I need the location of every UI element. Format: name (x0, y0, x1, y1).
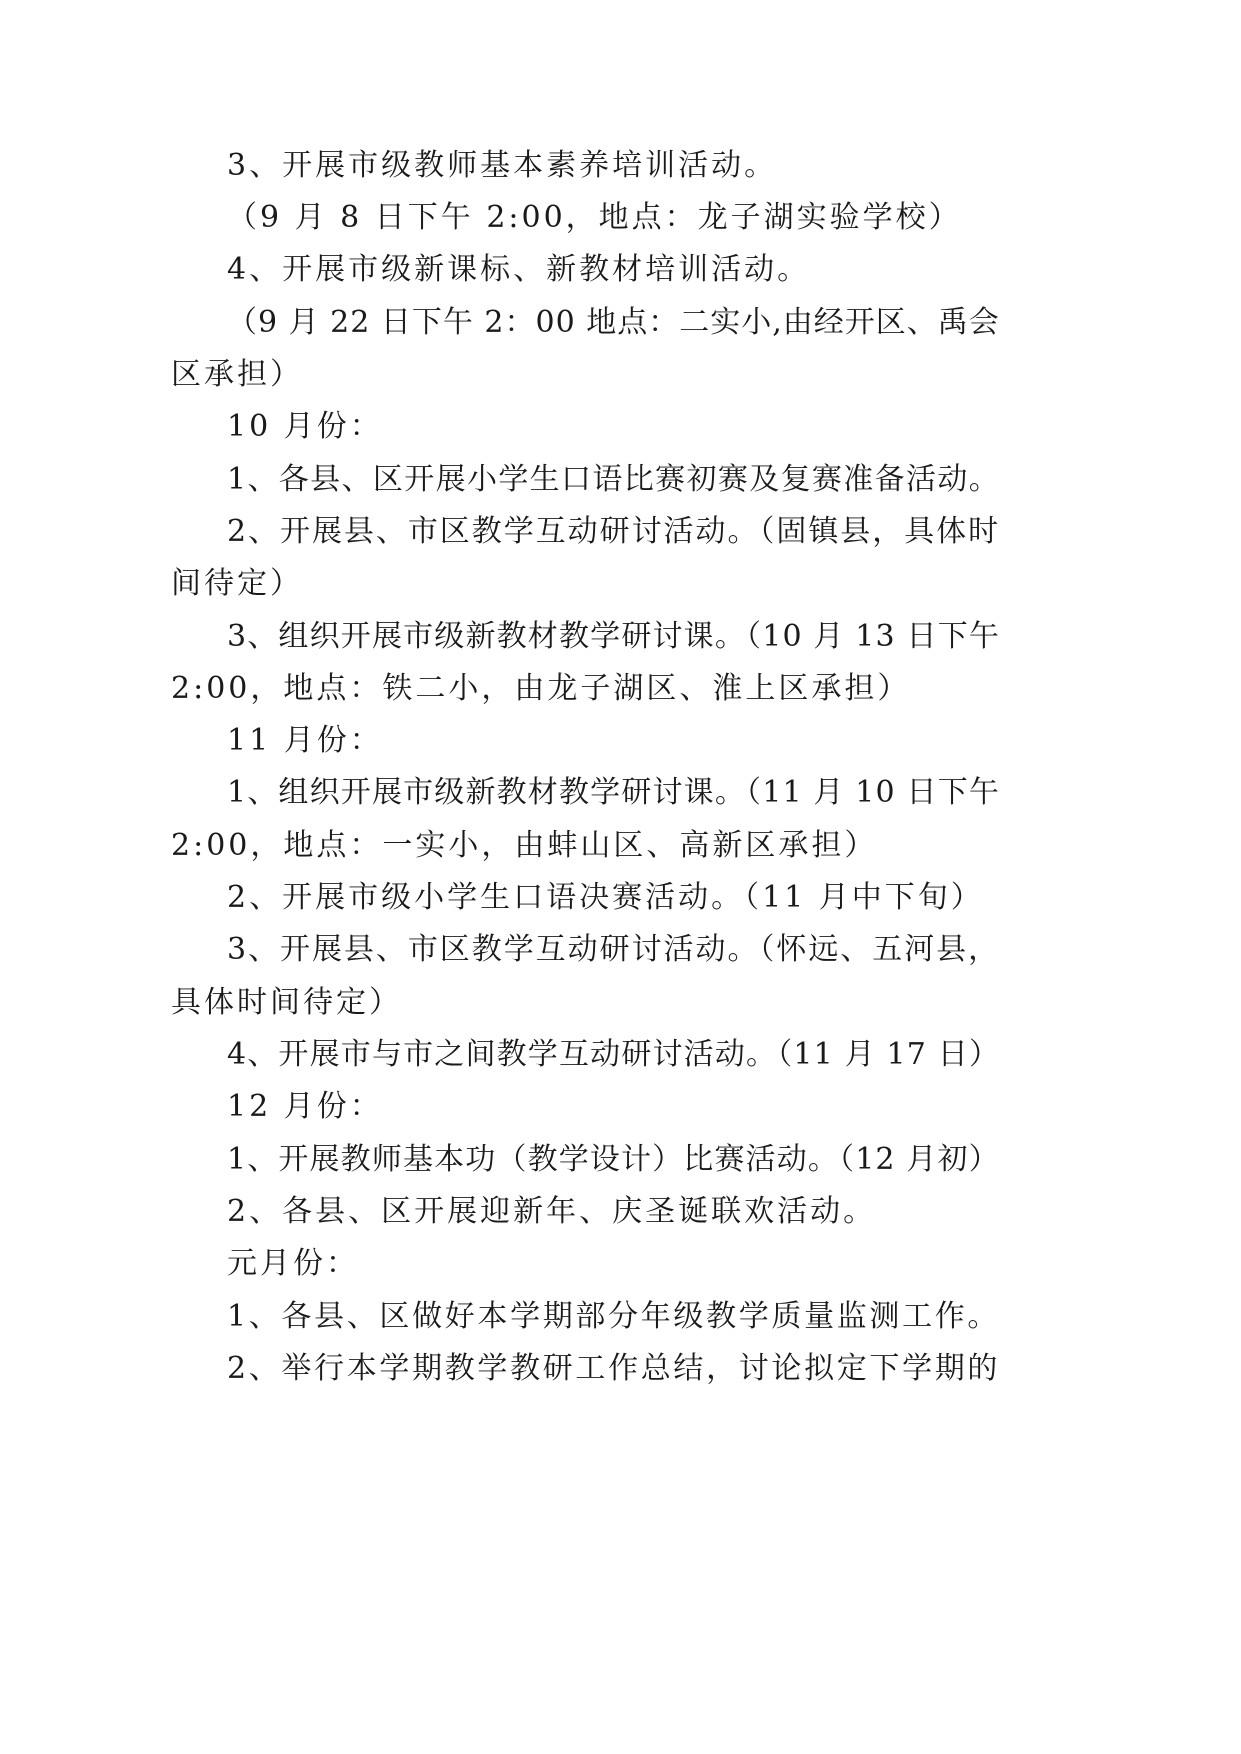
text-line: 间待定） (171, 566, 303, 601)
text-line: 区承担） (171, 357, 303, 392)
text-line: 10 月份： (227, 409, 383, 444)
text-line: （9 月 8 日下午 2:00，地点：龙子湖实验学校） (227, 200, 962, 235)
text-line: （9 月 22 日下午 2：00 地点：二实小,由经开区、禹会 (227, 305, 1000, 340)
text-line: 3、组织开展市级新教材教学研讨课。（10 月 13 日下午 (227, 619, 1001, 654)
text-line: 3、开展县、市区教学互动研讨活动。（怀远、五河县， (227, 932, 1001, 967)
text-line: 11 月份： (227, 723, 383, 758)
text-line: 4、开展市级新课标、新教材培训活动。 (227, 252, 811, 287)
text-line: 1、组织开展市级新教材教学研讨课。（11 月 10 日下午 (227, 775, 1001, 810)
text-line: 元月份： (227, 1246, 359, 1281)
text-line: 2:00，地点：铁二小，由龙子湖区、淮上区承担） (171, 671, 911, 706)
text-line: 1、各县、区做好本学期部分年级教学质量监测工作。 (227, 1299, 1001, 1334)
text-line: 3、开展市级教师基本素养培训活动。 (227, 148, 778, 183)
text-line: 4、开展市与市之间教学互动研讨活动。（11 月 17 日） (227, 1037, 1001, 1072)
text-line: 具体时间待定） (171, 985, 402, 1020)
text-line: 1、各县、区开展小学生口语比赛初赛及复赛准备活动。 (227, 462, 1001, 497)
text-line: 2、开展县、市区教学互动研讨活动。（固镇县，具体时 (227, 514, 1001, 549)
text-line: 1、开展教师基本功（教学设计）比赛活动。（12 月初） (227, 1142, 1000, 1177)
text-line: 12 月份： (227, 1089, 383, 1124)
text-line: 2、各县、区开展迎新年、庆圣诞联欢活动。 (227, 1194, 877, 1229)
text-line: 2、举行本学期教学教研工作总结，讨论拟定下学期的 (227, 1351, 1001, 1386)
text-line: 2、开展市级小学生口语决赛活动。（11 月中下旬） (227, 880, 984, 915)
text-line: 2:00，地点：一实小，由蚌山区、高新区承担） (171, 828, 878, 863)
